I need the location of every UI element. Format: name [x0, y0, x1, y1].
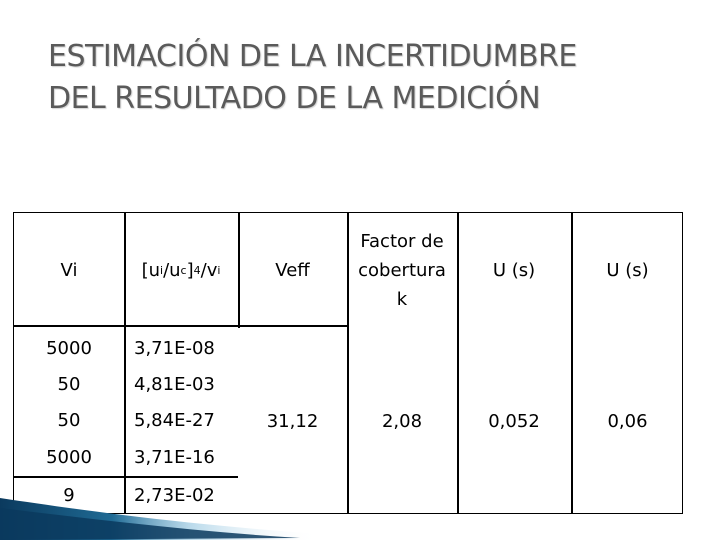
- factor-value: 2,08: [381, 410, 423, 432]
- title-line-2: DEL RESULTADO DE LA MEDICIÓN: [48, 81, 541, 116]
- header-factor-line-3: k: [396, 289, 408, 310]
- table-row-vi: 50: [57, 410, 81, 431]
- header-u-s-2: U (s): [606, 259, 649, 281]
- slide-title: [48, 36, 688, 120]
- veff-value: 31,12: [266, 410, 319, 432]
- header-veff: Veff: [275, 259, 310, 281]
- header-factor-line-1: Factor de: [360, 231, 444, 252]
- header-factor-line-2: cobertura: [358, 260, 446, 281]
- table-row-ratio: 2,73E-02: [134, 485, 215, 506]
- table-row-ratio: 3,71E-08: [134, 338, 215, 359]
- header-vi: Vi: [60, 259, 78, 281]
- header-factor-cobertura: [347, 213, 457, 328]
- u-s-2-value: 0,06: [607, 410, 648, 432]
- table-row-vi: 50: [57, 374, 81, 395]
- decorative-swoosh: [0, 480, 720, 540]
- header-ui-uc-ratio: [u i /u c ] 4 /v i: [141, 259, 221, 281]
- table-row-ratio: 5,84E-27: [134, 410, 215, 431]
- table-row-vi: 9: [63, 485, 75, 506]
- table-row-vi: 5000: [46, 447, 92, 468]
- table-row-vi: 5000: [46, 338, 92, 359]
- uncertainty-table: [13, 212, 683, 514]
- table-row-ratio: 4,81E-03: [134, 374, 215, 395]
- table-row-ratio: 3,71E-16: [134, 447, 215, 468]
- header-u-s-1: U (s): [492, 259, 536, 281]
- title-line-1: ESTIMACIÓN DE LA INCERTIDUMBRE: [48, 39, 577, 74]
- u-s-1-value: 0,052: [488, 410, 540, 432]
